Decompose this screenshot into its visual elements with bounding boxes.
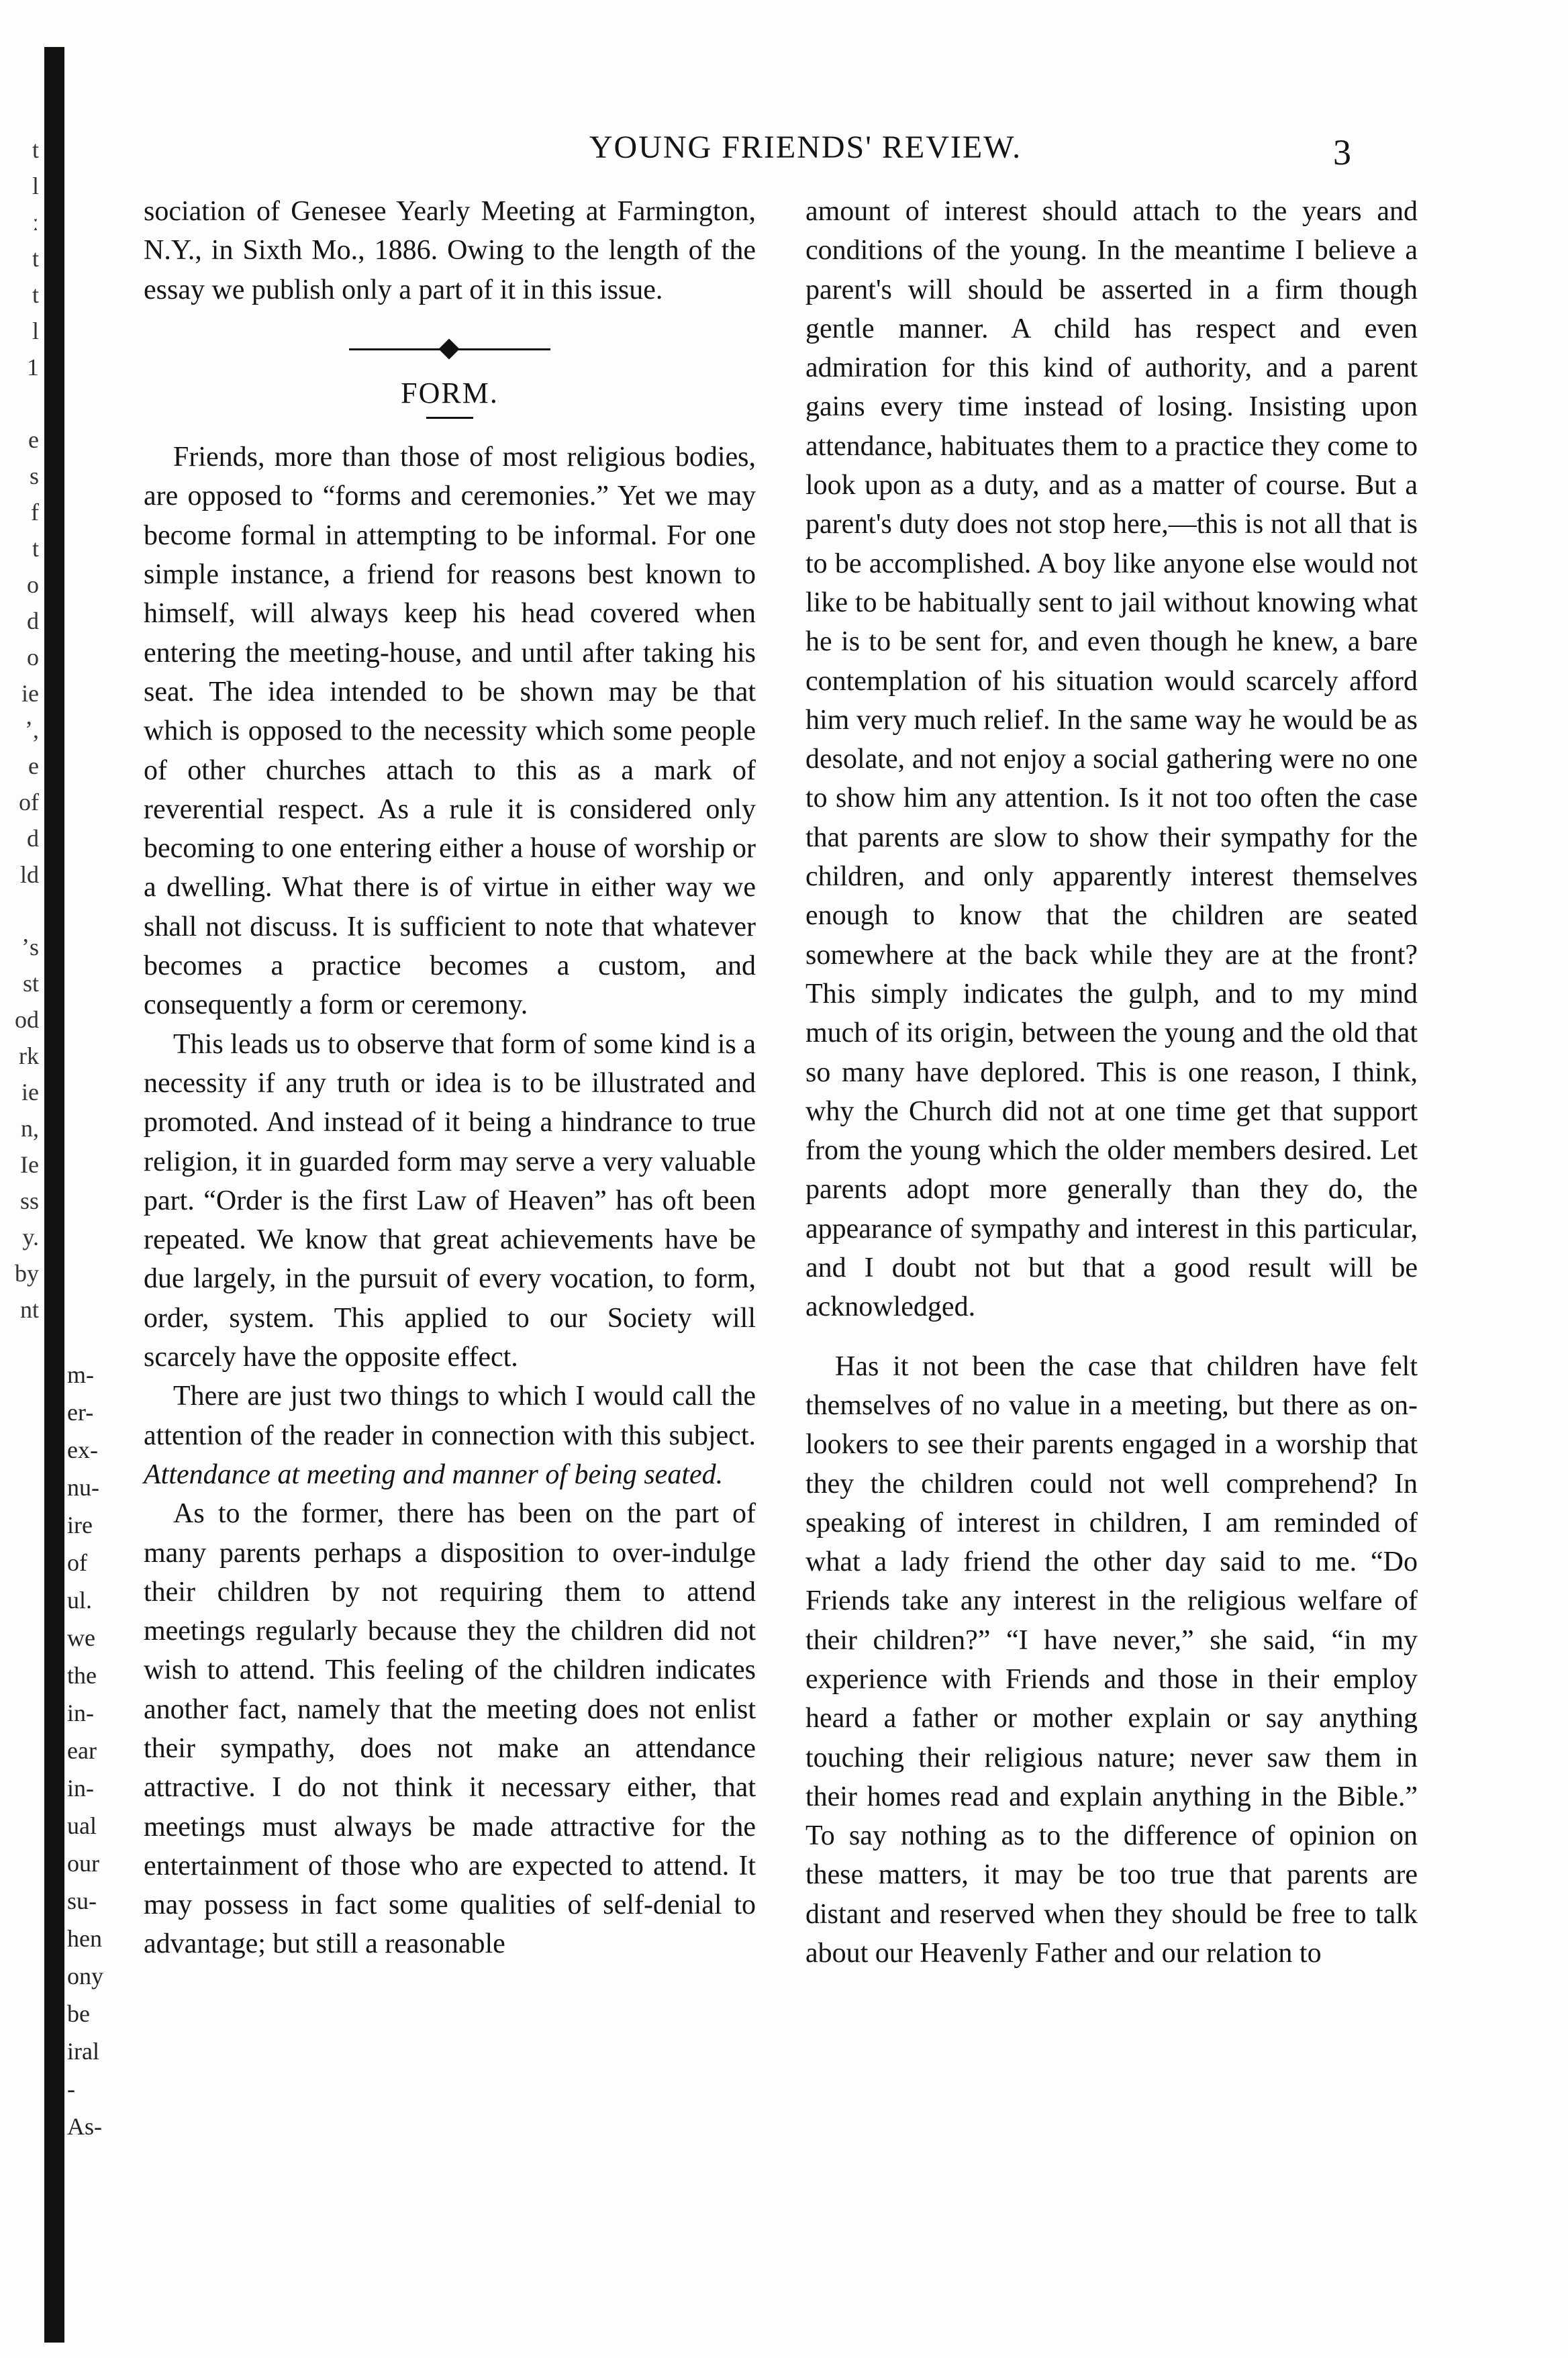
margin-fragment: y. (22, 1224, 39, 1250)
running-title: YOUNG FRIENDS' REVIEW. (589, 130, 1022, 165)
title-rule (426, 417, 473, 419)
paragraph-3-text: There are just two things to which I would call the attention of the reader in connection with this subject. (144, 1381, 756, 1451)
margin-fragment: 1 (27, 354, 39, 381)
margin-fragment: ual (67, 1812, 97, 1839)
ornamental-rule (349, 339, 550, 359)
margin-fragment: ie (21, 680, 39, 707)
margin-fragment: iral (67, 2038, 99, 2065)
margin-fragment: e (28, 752, 39, 779)
margin-fragment: s (29, 462, 39, 489)
paragraph-4: As to the former, there has been on the part of many parents perhaps a disposition to over-indulge their children by not requiring them to attend meetings regularly because they the children did not wish to attend. This feeling of the children indicates another fact, namely that the meeting does not enlist their sympathy, does not make an attendance attractive. I do not think it necessary either, that meetings must always be made attractive for the entertainment of those who are expected to attend. It may possess in fact some qualities of self-denial to advantage; but still a reasonable (144, 1498, 756, 1960)
margin-fragment: - (67, 2075, 75, 2102)
margin-fragment (0, 895, 43, 932)
paragraph-2: This leads us to observe that form of some kind is a necessity if any truth or idea is to be illustrated and promoted. And instead of it being a hindrance to true religion, it in guarded form may serve a very valuable part. “Order is the first Law of Heaven” has oft been repeated. We know that great achievements have be due largely, in the pursuit of every vocation, to form, order, system. This applied to our Society will scarcely have the opposite effect. (144, 1028, 756, 1373)
margin-fragment: d (27, 825, 39, 852)
margin-fragment: ʼ, (25, 716, 39, 743)
margin-fragment: er- (67, 1399, 94, 1426)
adjacent-page-fragments-left (0, 134, 43, 2349)
margin-fragment: e (28, 426, 39, 453)
margin-fragment: o (27, 571, 39, 598)
margin-fragment: m- (67, 1361, 94, 1388)
paragraph-6: Has it not been the case that children have felt themselves of no value in a meeting, but there as on-lookers to see their parents engaged in a worship that they the children could not well comprehend? In speaking of interest in children, I am reminded of what a lady friend the other day said to me. “Do Friends take any interest in the religious welfare of their children?” “I have never,” she said, “in my experience with Friends and those in their employ heard a father or mother explain or say anything touching their religious nature; never saw them in their homes read and explain anything in the Bible.” To say nothing as to the difference of opinion on these matters, it may be too true that parents are distant and reserved when they should be free to talk about our Heavenly Father and our relation to (805, 1350, 1418, 1969)
left-column (144, 192, 756, 1964)
margin-fragment: t (32, 535, 39, 562)
intro-paragraph: sociation of Genesee Yearly Meeting at Farmington, N.Y., in Sixth Mo., 1886. Owing to the length of the essay we publish only a part of it in this issue. (144, 196, 756, 305)
paragraph-5: amount of interest should attach to the years and conditions of the young. In the meantime I believe a parent's will should be asserted in a firm though gentle manner. A child has respect and even admiration for this kind of authority, and a parent gains every time instead of losing. Insisting upon attendance, habituates them to a practice they come to look upon as a duty, and as a matter of course. But a parent's duty does not stop here,—this is not all that is to be accomplished. A boy like anyone else would not like to be habitually sent to jail without knowing what he is to be sent for, and even though he knew, a bare contemplation of his situation would scarcely afford him very much relief. In the same way he would be as desolate, and not enjoy a social gathering were no one to show him any attention. Is it not too often the case that parents are slow to show their sympathy for the children, and only apparently interest themselves enough to know that the children are seated somewhere at the back while they are at the front? This simply indicates the gulph, and to my mind much of its origin, between the young and the old that so many have deplored. This is one reason, I think, why the Church did not at one time get that support from the young which the older members desired. Let parents adopt more generally than they do, the appearance of sympathy and interest in this particular, and I doubt not but that a good result will be acknowledged. (805, 196, 1418, 1323)
margin-fragment: st (22, 970, 39, 997)
margin-fragment: d (27, 607, 39, 634)
margin-fragment: hen (67, 1925, 102, 1952)
margin-fragment: l (32, 173, 39, 199)
margin-fragment: Ie (20, 1151, 39, 1178)
margin-fragment: be (67, 2000, 90, 2027)
adjacent-page-fragments-right (67, 1356, 141, 2145)
margin-fragment: l (32, 317, 39, 344)
margin-fragment (0, 388, 43, 424)
margin-fragment: t (32, 136, 39, 163)
margin-fragment: nt (19, 1296, 39, 1323)
margin-fragment: rk (19, 1042, 39, 1069)
margin-fragment: od (15, 1006, 39, 1033)
margin-fragment: ie (21, 1079, 39, 1106)
page-number: 3 (1333, 132, 1351, 173)
margin-fragment: in- (67, 1775, 94, 1802)
margin-fragment: of (19, 789, 39, 816)
margin-fragment: ear (67, 1737, 97, 1764)
margin-fragment: in- (67, 1700, 94, 1726)
margin-fragment: we (67, 1624, 95, 1651)
section-title: FORM. (401, 376, 499, 409)
margin-fragment: o (27, 644, 39, 671)
paragraph-3-italic: Attendance at meeting and manner of being seated. (144, 1459, 724, 1490)
margin-fragment: ʼs (21, 934, 39, 961)
paragraph-1: Friends, more than those of most religious bodies, are opposed to “forms and ceremonies.” Yet we may become formal in attempting to be informal. For one simple instance, a friend for reasons best known to himself, will always keep his head covered when entering the meeting-house, and until after taking his seat. The idea intended to be shown may be that which is opposed to the necessity which some people of other churches attach to this as a mark of reverential respect. As a rule it is considered only becoming to one entering either a house of worship or a dwelling. What there is of virtue in either way we shall not discuss. It is sufficient to note that whatever becomes a practice becomes a custom, and consequently a form or ceremony. (144, 442, 756, 1021)
margin-fragment: ex- (67, 1436, 98, 1463)
margin-fragment: As- (67, 2113, 102, 2140)
margin-fragment: ony (67, 1963, 103, 1989)
margin-fragment: ire (67, 1512, 93, 1538)
margin-fragment: t (32, 245, 39, 272)
margin-fragment: ld (19, 861, 39, 888)
margin-fragment: f (31, 499, 39, 526)
binding-shadow (44, 47, 64, 2343)
margin-fragment: nu- (67, 1474, 99, 1501)
margin-fragment: n, (21, 1115, 39, 1142)
margin-fragment: t (32, 281, 39, 308)
margin-fragment: our (67, 1850, 99, 1877)
paragraph-3 (144, 1377, 756, 1494)
margin-fragment: ː (32, 209, 39, 236)
margin-fragment: ss (19, 1187, 39, 1214)
margin-fragment: su- (67, 1887, 97, 1914)
margin-fragment: the (67, 1662, 97, 1689)
margin-fragment: by (15, 1260, 39, 1287)
margin-fragment: of (67, 1549, 87, 1576)
margin-fragment: ul. (67, 1587, 93, 1614)
right-column (805, 192, 1418, 1973)
